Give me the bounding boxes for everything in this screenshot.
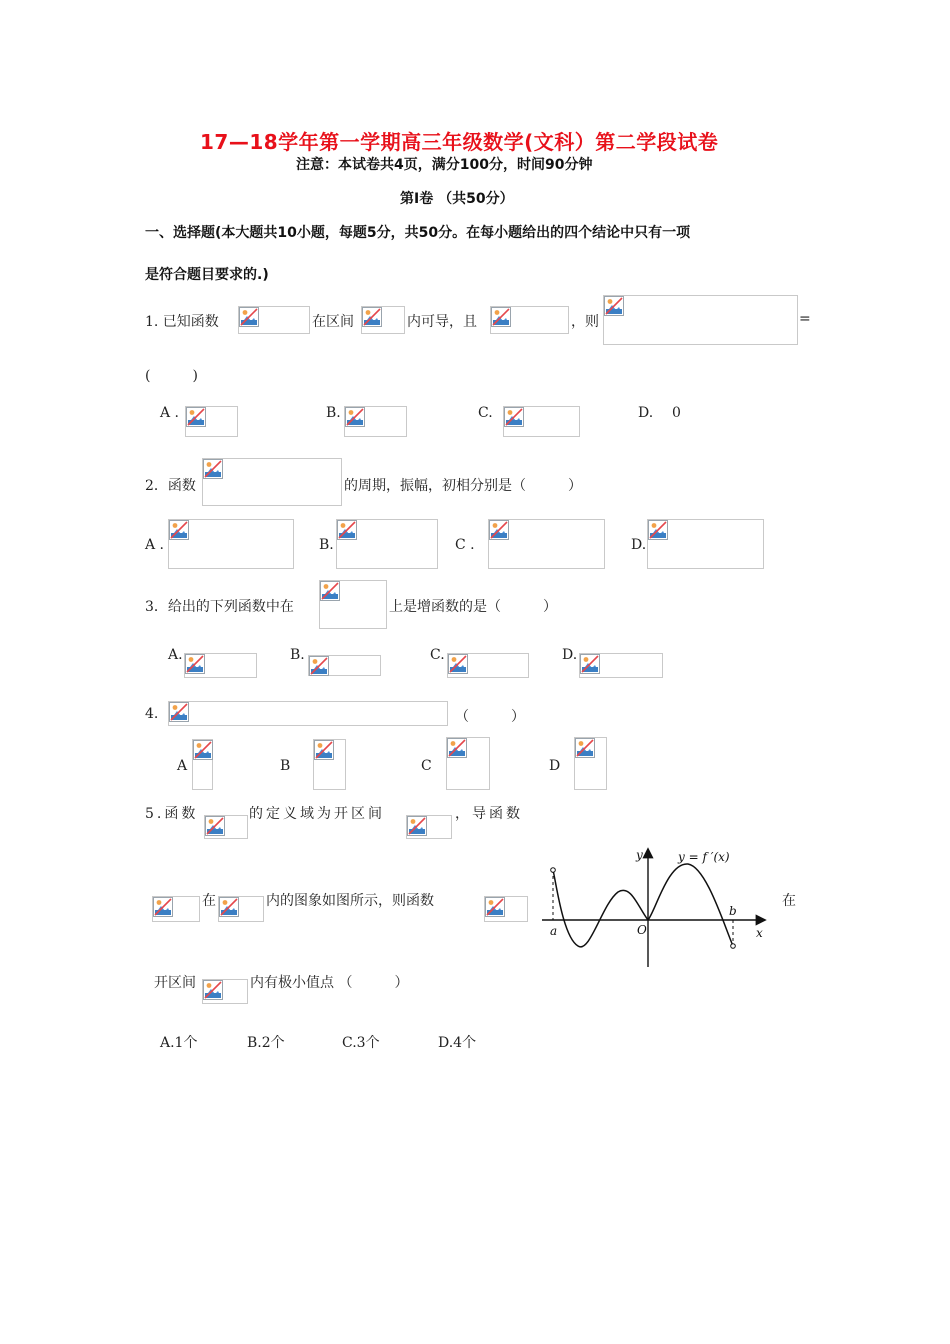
q1-limit-image: [603, 295, 798, 345]
broken-image-icon: [169, 520, 189, 540]
q5-option-c: C.3个: [342, 1035, 380, 1051]
b-label: b: [729, 904, 737, 918]
broken-image-icon: [153, 897, 173, 917]
broken-image-icon: [575, 738, 595, 758]
origin-label: O: [637, 923, 647, 937]
y-axis-label: y: [636, 848, 643, 862]
q5-text-4: 在: [202, 893, 216, 909]
broken-image-icon: [489, 520, 509, 540]
q4-option-b-image: [313, 739, 346, 790]
q1-formula-image: [238, 306, 310, 334]
q3-option-b-image: [308, 655, 381, 676]
q3-text-1: 3．给出的下列函数中在: [145, 599, 294, 615]
broken-image-icon: [193, 740, 213, 760]
broken-image-icon: [203, 980, 223, 1000]
q1-text-4: ，则: [571, 314, 599, 330]
broken-image-icon: [648, 520, 668, 540]
q1-option-c-label: C.: [478, 405, 493, 421]
broken-image-icon: [314, 740, 334, 760]
a-label: a: [550, 924, 558, 938]
broken-image-icon: [320, 581, 340, 601]
q5-interval-image-2: [218, 896, 264, 922]
q4-text-1: 4.: [145, 706, 159, 722]
q1-condition-image: [490, 306, 569, 334]
q2-option-d-label: D.: [631, 537, 647, 553]
q4-option-c-label: C: [421, 758, 432, 774]
exam-notice: 注意：本试卷共4页，满分100分，时间90分钟: [296, 157, 593, 173]
q1-option-c-image: [503, 406, 580, 437]
q1-option-a-label: A .: [160, 405, 180, 421]
broken-image-icon: [447, 738, 467, 758]
broken-image-icon: [337, 520, 357, 540]
broken-image-icon: [407, 816, 427, 836]
q1-option-b-image: [344, 406, 407, 437]
q3-option-d-image: [579, 653, 663, 678]
q4-option-d-label: D: [549, 758, 561, 774]
exam-title: 17—18学年第一学期高三年级数学(文科）第二学段试卷: [200, 130, 719, 154]
q1-option-d-label: D.: [638, 405, 654, 421]
q2-option-b-label: B.: [319, 537, 334, 553]
q5-text-3: ，导函数: [455, 806, 523, 822]
part-title: 第I卷 （共50分）: [400, 191, 514, 207]
broken-image-icon: [580, 654, 600, 674]
q2-option-a-label: A .: [145, 537, 165, 553]
q2-option-d-image: [647, 519, 764, 569]
q5-derivative-image: [152, 896, 200, 922]
broken-image-icon: [309, 656, 329, 676]
q1-answer-paren: ( ): [145, 368, 198, 384]
function-label: y = f ′(x): [678, 850, 730, 864]
broken-image-icon: [604, 296, 624, 316]
q5-option-b: B.2个: [247, 1035, 285, 1051]
broken-image-icon: [186, 407, 206, 427]
q4-expression-image: [168, 701, 448, 726]
broken-image-icon: [203, 459, 223, 479]
q1-text-5: =: [799, 311, 811, 327]
q5-text-5: 内的图象如图所示，则函数: [266, 893, 434, 909]
q4-option-c-image: [446, 737, 490, 790]
q2-option-c-image: [488, 519, 605, 569]
q1-option-b-label: B.: [326, 405, 341, 421]
broken-image-icon: [185, 654, 205, 674]
q2-option-a-image: [168, 519, 294, 569]
q2-text-2: 的周期，振幅，初相分别是（ ）: [344, 478, 582, 494]
q2-option-c-label: C .: [455, 537, 475, 553]
section-heading-line2: 是符合题目要求的.): [145, 267, 269, 283]
q4-answer-paren: （ ）: [455, 709, 525, 725]
q4-option-a-label: A: [177, 758, 188, 774]
broken-image-icon: [485, 897, 505, 917]
endpoint-b: [731, 944, 736, 949]
broken-image-icon: [169, 702, 189, 722]
q2-text-1: 2．函数: [145, 478, 196, 494]
q5-text-1: 5.函数: [145, 806, 199, 822]
q1-option-d-value: 0: [672, 405, 681, 421]
q5-interval-image: [406, 815, 452, 839]
broken-image-icon: [219, 897, 239, 917]
q3-option-b-label: B.: [290, 647, 305, 663]
q5-option-d: D.4个: [438, 1035, 477, 1051]
q3-option-c-label: C.: [430, 647, 445, 663]
broken-image-icon: [345, 407, 365, 427]
q1-text-2: 在区间: [312, 314, 354, 330]
broken-image-icon: [491, 307, 511, 327]
q5-text-6: 在: [782, 893, 796, 909]
q4-option-a-image: [192, 739, 213, 790]
q3-option-d-label: D.: [562, 647, 578, 663]
q3-interval-image: [319, 580, 387, 629]
q2-option-b-image: [336, 519, 438, 569]
q5-text-8: 内有极小值点 （ ）: [250, 975, 409, 991]
broken-image-icon: [448, 654, 468, 674]
broken-image-icon: [362, 307, 382, 327]
endpoint-a: [551, 868, 556, 873]
q3-option-a-label: A.: [168, 647, 183, 663]
q5-interval-image-3: [202, 979, 248, 1004]
q5-text-2: 的定义域为开区间: [249, 806, 385, 822]
q1-text-1: 1. 已知函数: [145, 314, 219, 330]
q5-option-a: A.1个: [160, 1035, 198, 1051]
broken-image-icon: [205, 816, 225, 836]
q5-text-7: 开区间: [154, 975, 196, 991]
q4-option-b-label: B: [280, 758, 291, 774]
section-heading-line1: 一、选择题(本大题共10小题，每题5分，共50分。在每小题给出的四个结论中只有一项: [145, 225, 691, 241]
broken-image-icon: [504, 407, 524, 427]
q1-option-a-image: [185, 406, 238, 437]
q5-function-image: [204, 815, 248, 839]
q5-function-image-2: [484, 896, 528, 922]
q4-option-d-image: [574, 737, 607, 790]
derivative-graph: [538, 842, 770, 970]
q1-interval-image: [361, 306, 405, 334]
broken-image-icon: [239, 307, 259, 327]
x-axis-label: x: [756, 926, 763, 940]
q1-text-3: 内可导，且: [407, 314, 477, 330]
q3-option-a-image: [184, 653, 257, 678]
q3-text-2: 上是增函数的是（ ）: [389, 599, 557, 615]
q2-function-image: [202, 458, 342, 506]
q3-option-c-image: [447, 653, 529, 678]
